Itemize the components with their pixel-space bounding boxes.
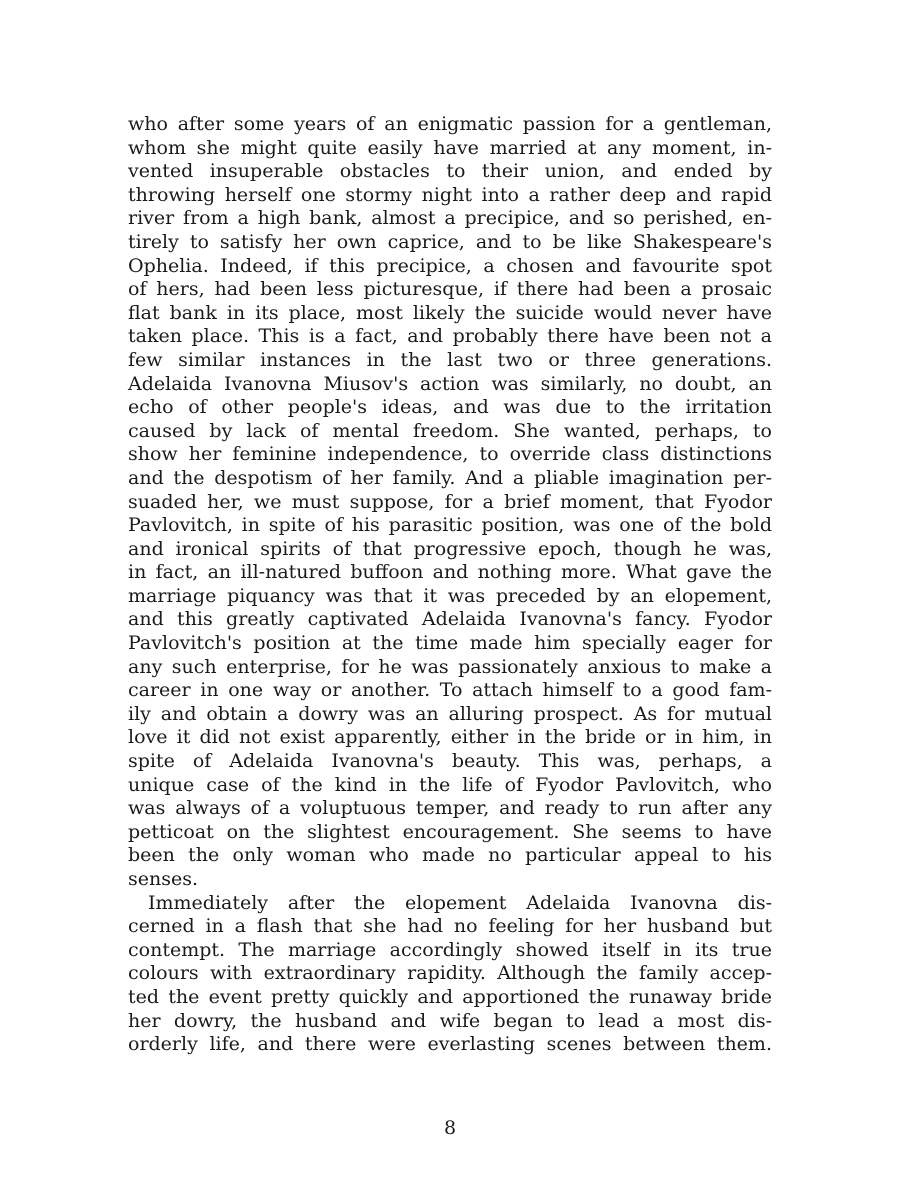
text-line: unique case of the kind in the life of Fyodor Pavlovitch, who [128, 773, 772, 796]
text-line: been the only woman who made no particular appeal to his [128, 844, 772, 867]
text-line: Ophelia. Indeed, if this precipice, a chosen and favourite spot [128, 254, 772, 277]
text-line: in fact, an ill-natured buffoon and nothing more. What gave the [128, 561, 772, 584]
text-line: caused by lack of mental freedom. She wanted, perhaps, to [128, 419, 772, 442]
text-line: few similar instances in the last two or three generations. [128, 348, 772, 371]
text-line: Pavlovitch, in spite of his parasitic position, was one of the bold [128, 514, 772, 537]
text-line: petticoat on the slightest encouragement. She seems to have [128, 820, 772, 843]
text-line: suaded her, we must suppose, for a brief moment, that Fyodor [128, 490, 772, 513]
text-line: cerned in a flash that she had no feeling for her husband but [128, 915, 772, 938]
text-line: and this greatly captivated Adelaida Ivanovna's fancy. Fyodor [128, 608, 772, 631]
text-line: and ironical spirits of that progressive epoch, though he was, [128, 537, 772, 560]
text-line: who after some years of an enigmatic passion for a gentleman, [128, 113, 772, 135]
text-line: any such enterprise, for he was passionately anxious to make a [128, 655, 772, 678]
text-line: river from a high bank, almost a precipice, and so perished, en- [128, 207, 772, 230]
text-line: orderly life, and there were everlasting scenes between them. [128, 1033, 772, 1056]
text-line: was always of a voluptuous temper, and ready to run after any [128, 797, 772, 820]
text-line: of hers, had been less picturesque, if there had been a prosaic [128, 278, 772, 301]
text-line: contempt. The marriage accordingly showed itself in its true [128, 938, 772, 961]
paragraph [128, 113, 772, 892]
text-line: her dowry, the husband and wife began to lead a most dis- [128, 1009, 772, 1032]
text-line: vented insuperable obstacles to their union, and ended by [128, 160, 772, 183]
text-line: colours with extraordinary rapidity. Although the family accep- [128, 962, 772, 985]
text-line: and the despotism of her family. And a pliable imagination per- [128, 466, 772, 489]
text-line: spite of Adelaida Ivanovna's beauty. This was, perhaps, a [128, 750, 772, 773]
text-line: Adelaida Ivanovna Miusov's action was similarly, no doubt, an [128, 372, 772, 395]
text-line: marriage piquancy was that it was preceded by an elopement, [128, 584, 772, 607]
text-line: ily and obtain a dowry was an alluring prospect. As for mutual [128, 702, 772, 725]
text-line: flat bank in its place, most likely the suicide would never have [128, 301, 772, 324]
text-line: taken place. This is a fact, and probably there have been not a [128, 325, 772, 348]
paragraph [128, 892, 772, 1057]
text-line: senses. [128, 868, 199, 890]
text-line: love it did not exist apparently, either in the bride or in him, in [128, 726, 772, 749]
text-line: show her feminine independence, to override class distinctions [128, 443, 772, 466]
page-number: 8 [443, 1117, 457, 1139]
text-line: throwing herself one stormy night into a rather deep and rapid [128, 183, 772, 206]
text-line: echo of other people's ideas, and was due to the irritation [128, 396, 772, 419]
text-line: Immediately after the elopement Adelaida Ivanovna dis- [148, 891, 772, 914]
text-line: tirely to satisfy her own caprice, and to be like Shakespeare's [128, 230, 772, 253]
text-line: Pavlovitch's position at the time made him specially eager for [128, 632, 772, 655]
page-body [128, 113, 772, 1057]
text-line: career in one way or another. To attach himself to a good fam- [128, 679, 772, 702]
text-line: whom she might quite easily have married at any moment, in- [128, 136, 772, 159]
text-line: ted the event pretty quickly and apportioned the runaway bride [128, 985, 772, 1008]
